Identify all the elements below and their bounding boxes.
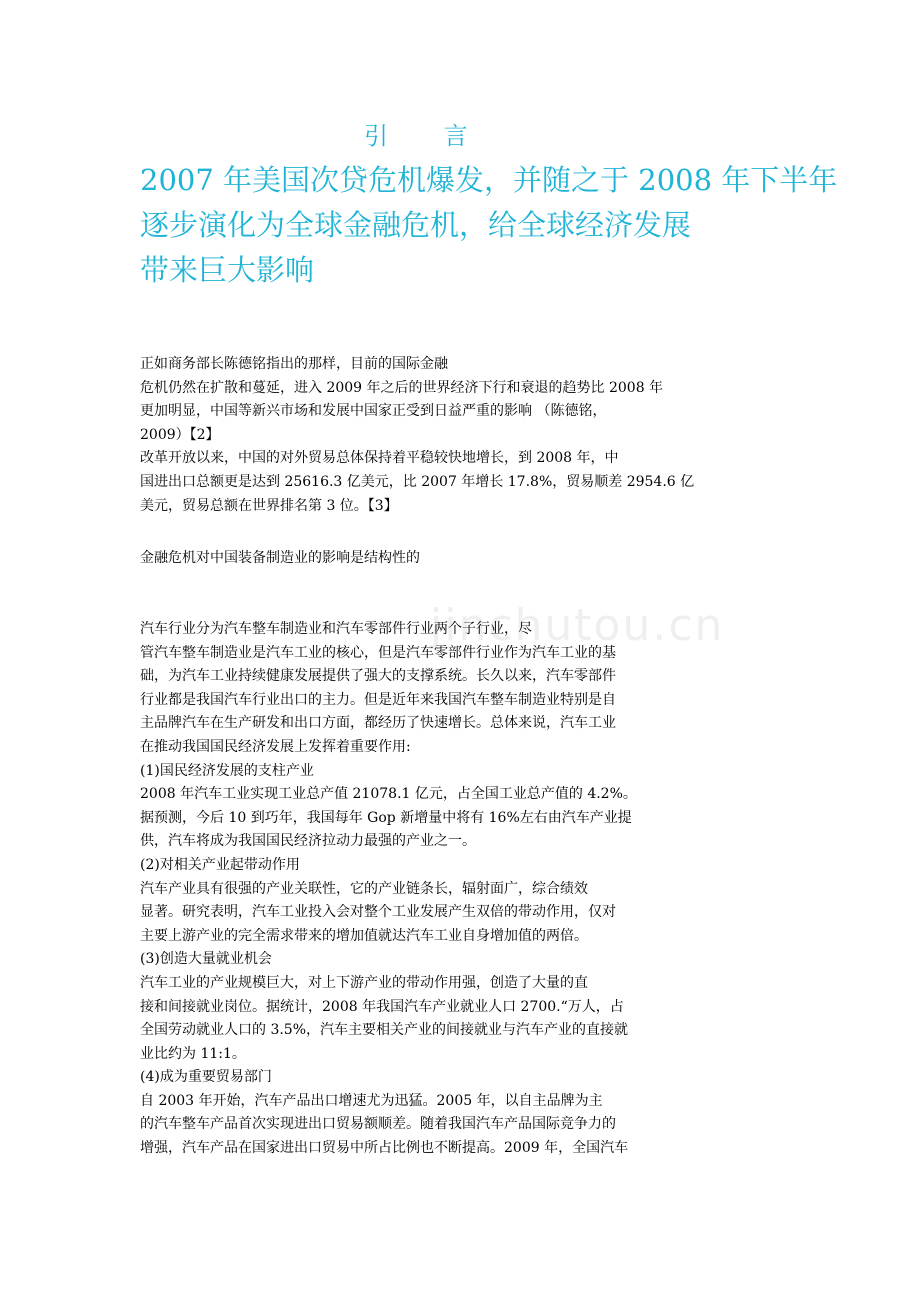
section-title: 引 言 xyxy=(364,122,492,150)
text-line: 础，为汽车工业持续健康发展提供了强大的支撑系统。长久以来，汽车零部件 xyxy=(140,668,616,685)
text-line: 汽车行业分为汽车整车制造业和汽车零部件行业两个子行业，尽 xyxy=(140,621,532,637)
text-line: 的汽车整车产品首次实现进出口贸易额顺差。随着我国汽车产品国际竞争力的 xyxy=(140,1116,616,1133)
text-line: 接和间接就业岗位。据统计，2008 年我国汽车产业就业人口 2700.“万人，占 xyxy=(140,998,624,1015)
text-line: 汽车产业具有很强的产业关联性，它的产业链条长，辐射面广，综合绩效 xyxy=(140,880,588,897)
headline-line: 带来巨大影响 xyxy=(140,253,315,287)
paragraph-block-summary xyxy=(140,547,420,571)
paragraph-block-intro xyxy=(140,353,694,518)
text-line: 危机仍然在扩散和蔓延，进入 2009 年之后的世界经济下行和衰退的趋势比 2008 年 xyxy=(140,379,664,396)
subheading: (3)创造大量就业机会 xyxy=(140,951,272,968)
text-line: 据预测，今后 10 到巧年，我国每年 Gop 新增量中将有 16%左右由汽车产业提 xyxy=(140,809,632,826)
text-line: 更加明显，中国等新兴市场和发展中国家正受到日益严重的影响 （陈德铭， xyxy=(140,403,607,420)
text-line: 增强，汽车产品在国家进出口贸易中所占比例也不断提高。2009 年，全国汽车 xyxy=(140,1140,629,1157)
text-line: 美元，贸易总额在世界排名第 3 位。【3】 xyxy=(140,497,398,514)
text-line: 2009）【2】 xyxy=(140,426,220,443)
text-line: 汽车工业的产业规模巨大，对上下游产业的带动作用强，创造了大量的直 xyxy=(140,974,588,991)
text-line: 全国劳动就业人口的 3.5%，汽车主要相关产业的间接就业与汽车产业的直接就 xyxy=(140,1022,629,1039)
text-line: 供，汽车将成为我国国民经济拉动力最强的产业之一。 xyxy=(140,833,476,850)
text-line: 行业都是我国汽车行业出口的主力。但是近年来我国汽车整车制造业特别是自 xyxy=(140,691,616,708)
text-line: 金融危机对中国装备制造业的影响是结构性的 xyxy=(140,550,420,566)
text-line: 2008 年汽车工业实现工业总产值 21078.1 亿元，占全国工业总产值的 4.2%。 xyxy=(140,786,637,803)
headline-line: 逐步演化为全球金融危机，给全球经济发展 xyxy=(140,208,692,242)
text-line: 管汽车整车制造业是汽车工业的核心，但是汽车零部件行业作为汽车工业的基 xyxy=(140,644,616,661)
headline-line: 2007 年美国次贷危机爆发，并随之于 2008 年下半年 xyxy=(140,163,838,197)
text-line: 正如商务部长陈德铭指出的那样，目前的国际金融 xyxy=(140,356,448,372)
text-line: 业比约为 11:1。 xyxy=(140,1045,246,1062)
text-line: 改革开放以来，中国的对外贸易总体保持着平稳较快地增长，到 2008 年，中 xyxy=(140,450,619,467)
text-line: 显著。研究表明，汽车工业投入会对整个工业发展产生双倍的带动作用，仅对 xyxy=(140,904,616,921)
subheading: (2)对相关产业起带动作用 xyxy=(140,856,300,873)
title-section xyxy=(140,118,837,293)
text-line: 在推动我国国民经济发展上发挥着重要作用: xyxy=(140,738,411,755)
subheading: (4)成为重要贸易部门 xyxy=(140,1069,272,1086)
text-line: 自 2003 年开始，汽车产品出口增速尤为迅猛。2005 年，以自主品牌为主 xyxy=(140,1092,603,1109)
text-line: 主要上游产业的完全需求带来的增加值就达汽车工业自身增加值的两倍。 xyxy=(140,927,588,944)
subheading: (1)国民经济发展的支柱产业 xyxy=(140,762,314,779)
paragraph-block-auto-industry xyxy=(140,618,637,1161)
text-line: 国进出口总额更是达到 25616.3 亿美元，比 2007 年增长 17.8%，贸易顺差 2954.6 亿 xyxy=(140,473,695,490)
watermark: jinchutou.cn xyxy=(430,600,725,651)
text-line: 主品牌汽车在生产研发和出口方面，都经历了快速增长。总体来说，汽车工业 xyxy=(140,715,616,732)
